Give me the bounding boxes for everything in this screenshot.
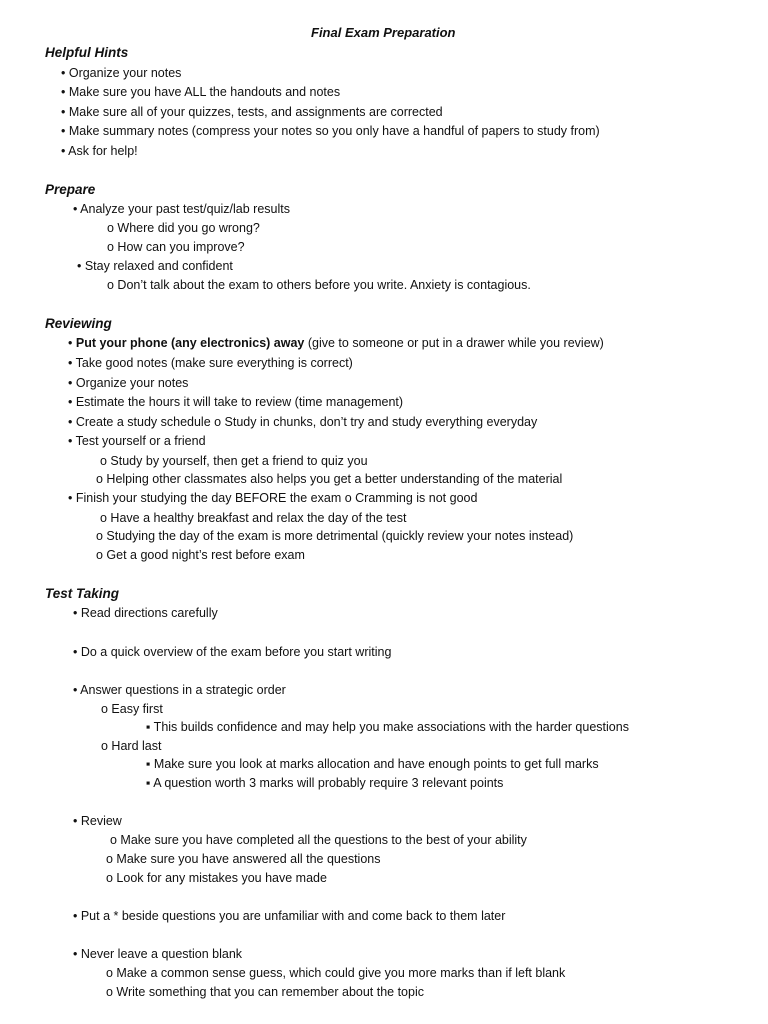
sub-list-item: o Studying the day of the exam is more detrimental (quickly review your notes instead): [96, 529, 574, 543]
section-heading-prepare: Prepare: [45, 182, 96, 197]
sub-list-item: o Make a common sense guess, which could give you more marks than if left blank: [106, 966, 566, 980]
list-item: • Create a study schedule o Study in chunks, don’t try and study everything everyday: [68, 415, 538, 429]
list-item: • Stay relaxed and confident: [77, 259, 233, 273]
list-item: • Take good notes (make sure everything is correct): [68, 356, 353, 370]
list-item: • Ask for help!: [61, 144, 138, 158]
sub-sub-list-item: ▪ A question worth 3 marks will probably require 3 relevant points: [146, 776, 504, 790]
sub-list-item: o Make sure you have answered all the questions: [106, 852, 381, 866]
list-item-text: (give to someone or put in a drawer while you review): [304, 336, 604, 350]
sub-list-item: o Where did you go wrong?: [107, 221, 260, 235]
list-item: • Make sure all of your quizzes, tests, and assignments are corrected: [61, 105, 443, 119]
sub-list-item: o Don’t talk about the exam to others before you write. Anxiety is contagious.: [107, 278, 531, 292]
sub-sub-list-item: ▪ Make sure you look at marks allocation and have enough points to get full marks: [146, 757, 599, 771]
list-item: • Finish your studying the day BEFORE the exam o Cramming is not good: [68, 491, 478, 505]
list-item: • Organize your notes: [61, 66, 182, 80]
list-item: • Estimate the hours it will take to review (time management): [68, 395, 404, 409]
list-item: • Review: [73, 814, 122, 828]
sub-list-item: o How can you improve?: [107, 240, 245, 254]
section-heading-helpful-hints: Helpful Hints: [45, 45, 129, 60]
list-item: • Make sure you have ALL the handouts and notes: [61, 85, 341, 99]
section-heading-test-taking: Test Taking: [45, 586, 120, 601]
sub-list-item: o Have a healthy breakfast and relax the day of the test: [100, 511, 407, 525]
sub-list-item: o Hard last: [101, 739, 162, 753]
list-item: • Never leave a question blank: [73, 947, 243, 961]
sub-list-item: o Easy first: [101, 702, 163, 716]
list-item: • Read directions carefully: [73, 606, 218, 620]
sub-list-item: o Look for any mistakes you have made: [106, 871, 327, 885]
list-item: • Analyze your past test/quiz/lab results: [73, 202, 290, 216]
sub-list-item: o Get a good night’s rest before exam: [96, 548, 305, 562]
list-item: • Answer questions in a strategic order: [73, 683, 286, 697]
emphasis-text: Put your phone (any electronics) away: [75, 336, 305, 350]
page-title: Final Exam Preparation: [311, 25, 456, 40]
sub-list-item: o Write something that you can remember about the topic: [106, 985, 424, 999]
section-heading-reviewing: Reviewing: [45, 316, 112, 331]
sub-sub-list-item: ▪ This builds confidence and may help you make associations with the harder questions: [146, 720, 629, 734]
sub-list-item: o Make sure you have completed all the questions to the best of your ability: [110, 833, 527, 847]
list-item: • Put a * beside questions you are unfamiliar with and come back to them later: [73, 909, 506, 923]
sub-list-item: o Helping other classmates also helps you get a better understanding of the material: [96, 472, 563, 486]
list-item: • Put your phone (any electronics) away (give to someone or put in a drawer while you review): [68, 336, 604, 350]
sub-list-item: o Study by yourself, then get a friend to quiz you: [100, 454, 368, 468]
list-item: • Organize your notes: [68, 376, 189, 390]
list-item: • Do a quick overview of the exam before you start writing: [73, 645, 392, 659]
list-item: • Test yourself or a friend: [68, 434, 206, 448]
list-item: • Make summary notes (compress your notes so you only have a handful of papers to study from): [61, 124, 600, 138]
